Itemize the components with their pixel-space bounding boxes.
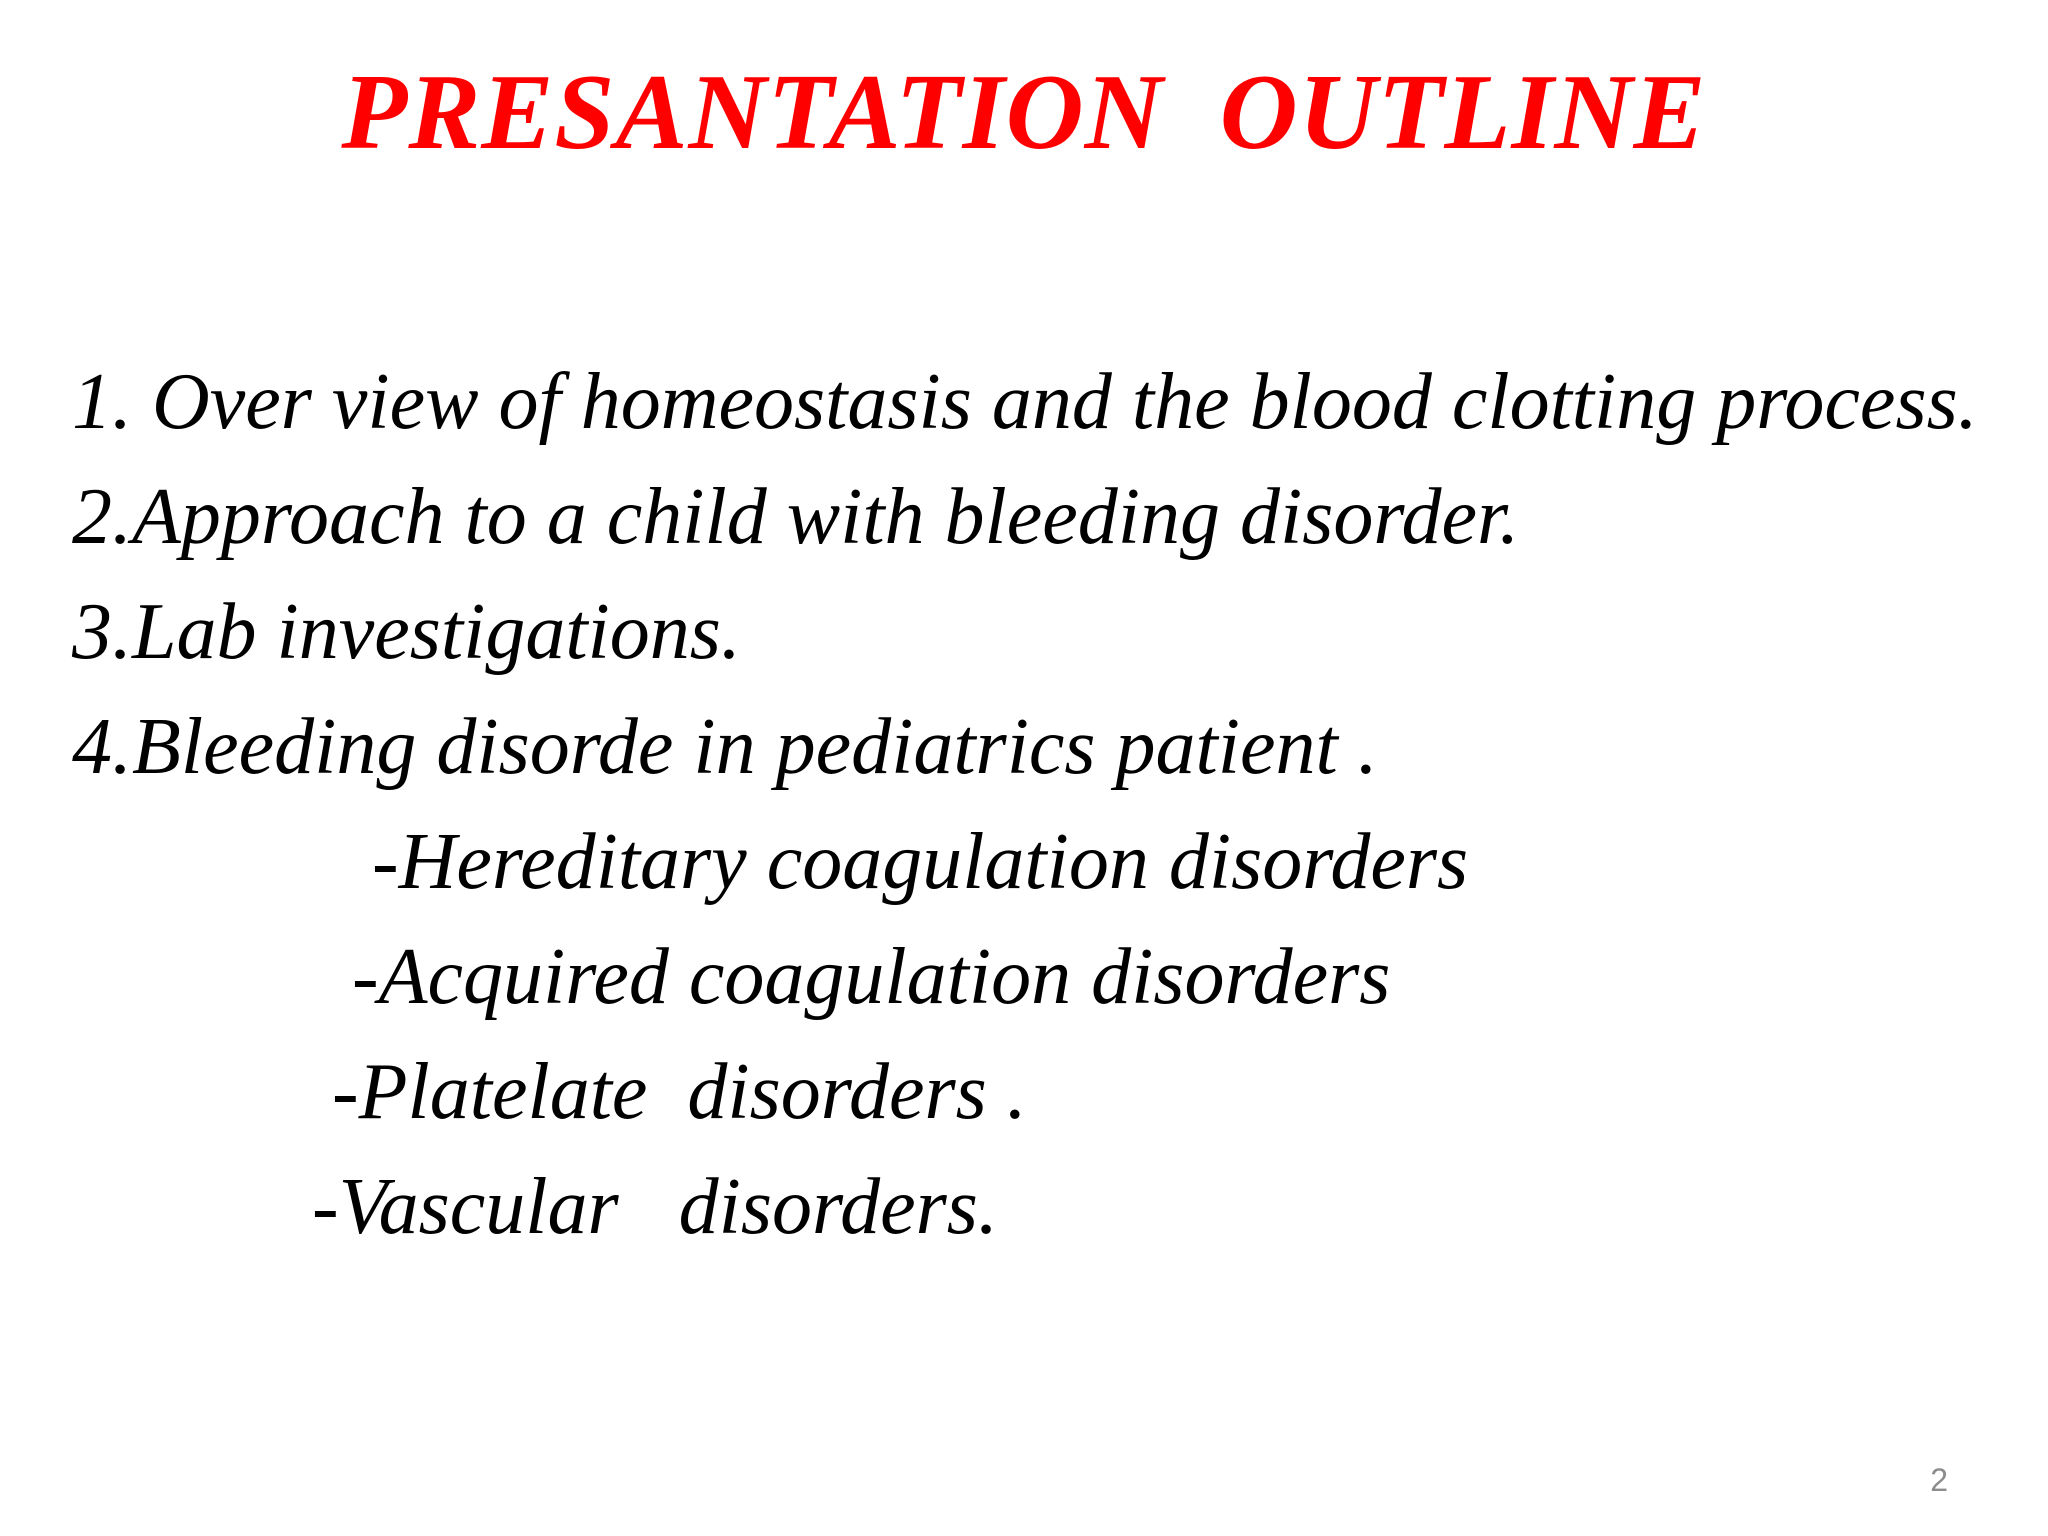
outline-subitem-vascular: -Vascular disorders. [312, 1163, 998, 1251]
outline-subitem-hereditary: -Hereditary coagulation disorders [372, 818, 1469, 906]
outline-item-1: 1. Over view of homeostasis and the blood clotting process. [72, 358, 1978, 446]
outline-subitem-platelet: -Platelate disorders . [332, 1048, 1027, 1136]
slide-title: PRESANTATION OUTLINE [341, 53, 1707, 172]
outline-item-2: 2.Approach to a child with bleeding disorder. [72, 473, 1520, 561]
page-number: 2 [1930, 1462, 1948, 1498]
outline-item-3: 3.Lab investigations. [72, 588, 741, 676]
outline-item-4: 4.Bleeding disorde in pediatrics patient . [72, 703, 1378, 791]
outline-subitem-acquired: -Acquired coagulation disorders [352, 933, 1391, 1021]
